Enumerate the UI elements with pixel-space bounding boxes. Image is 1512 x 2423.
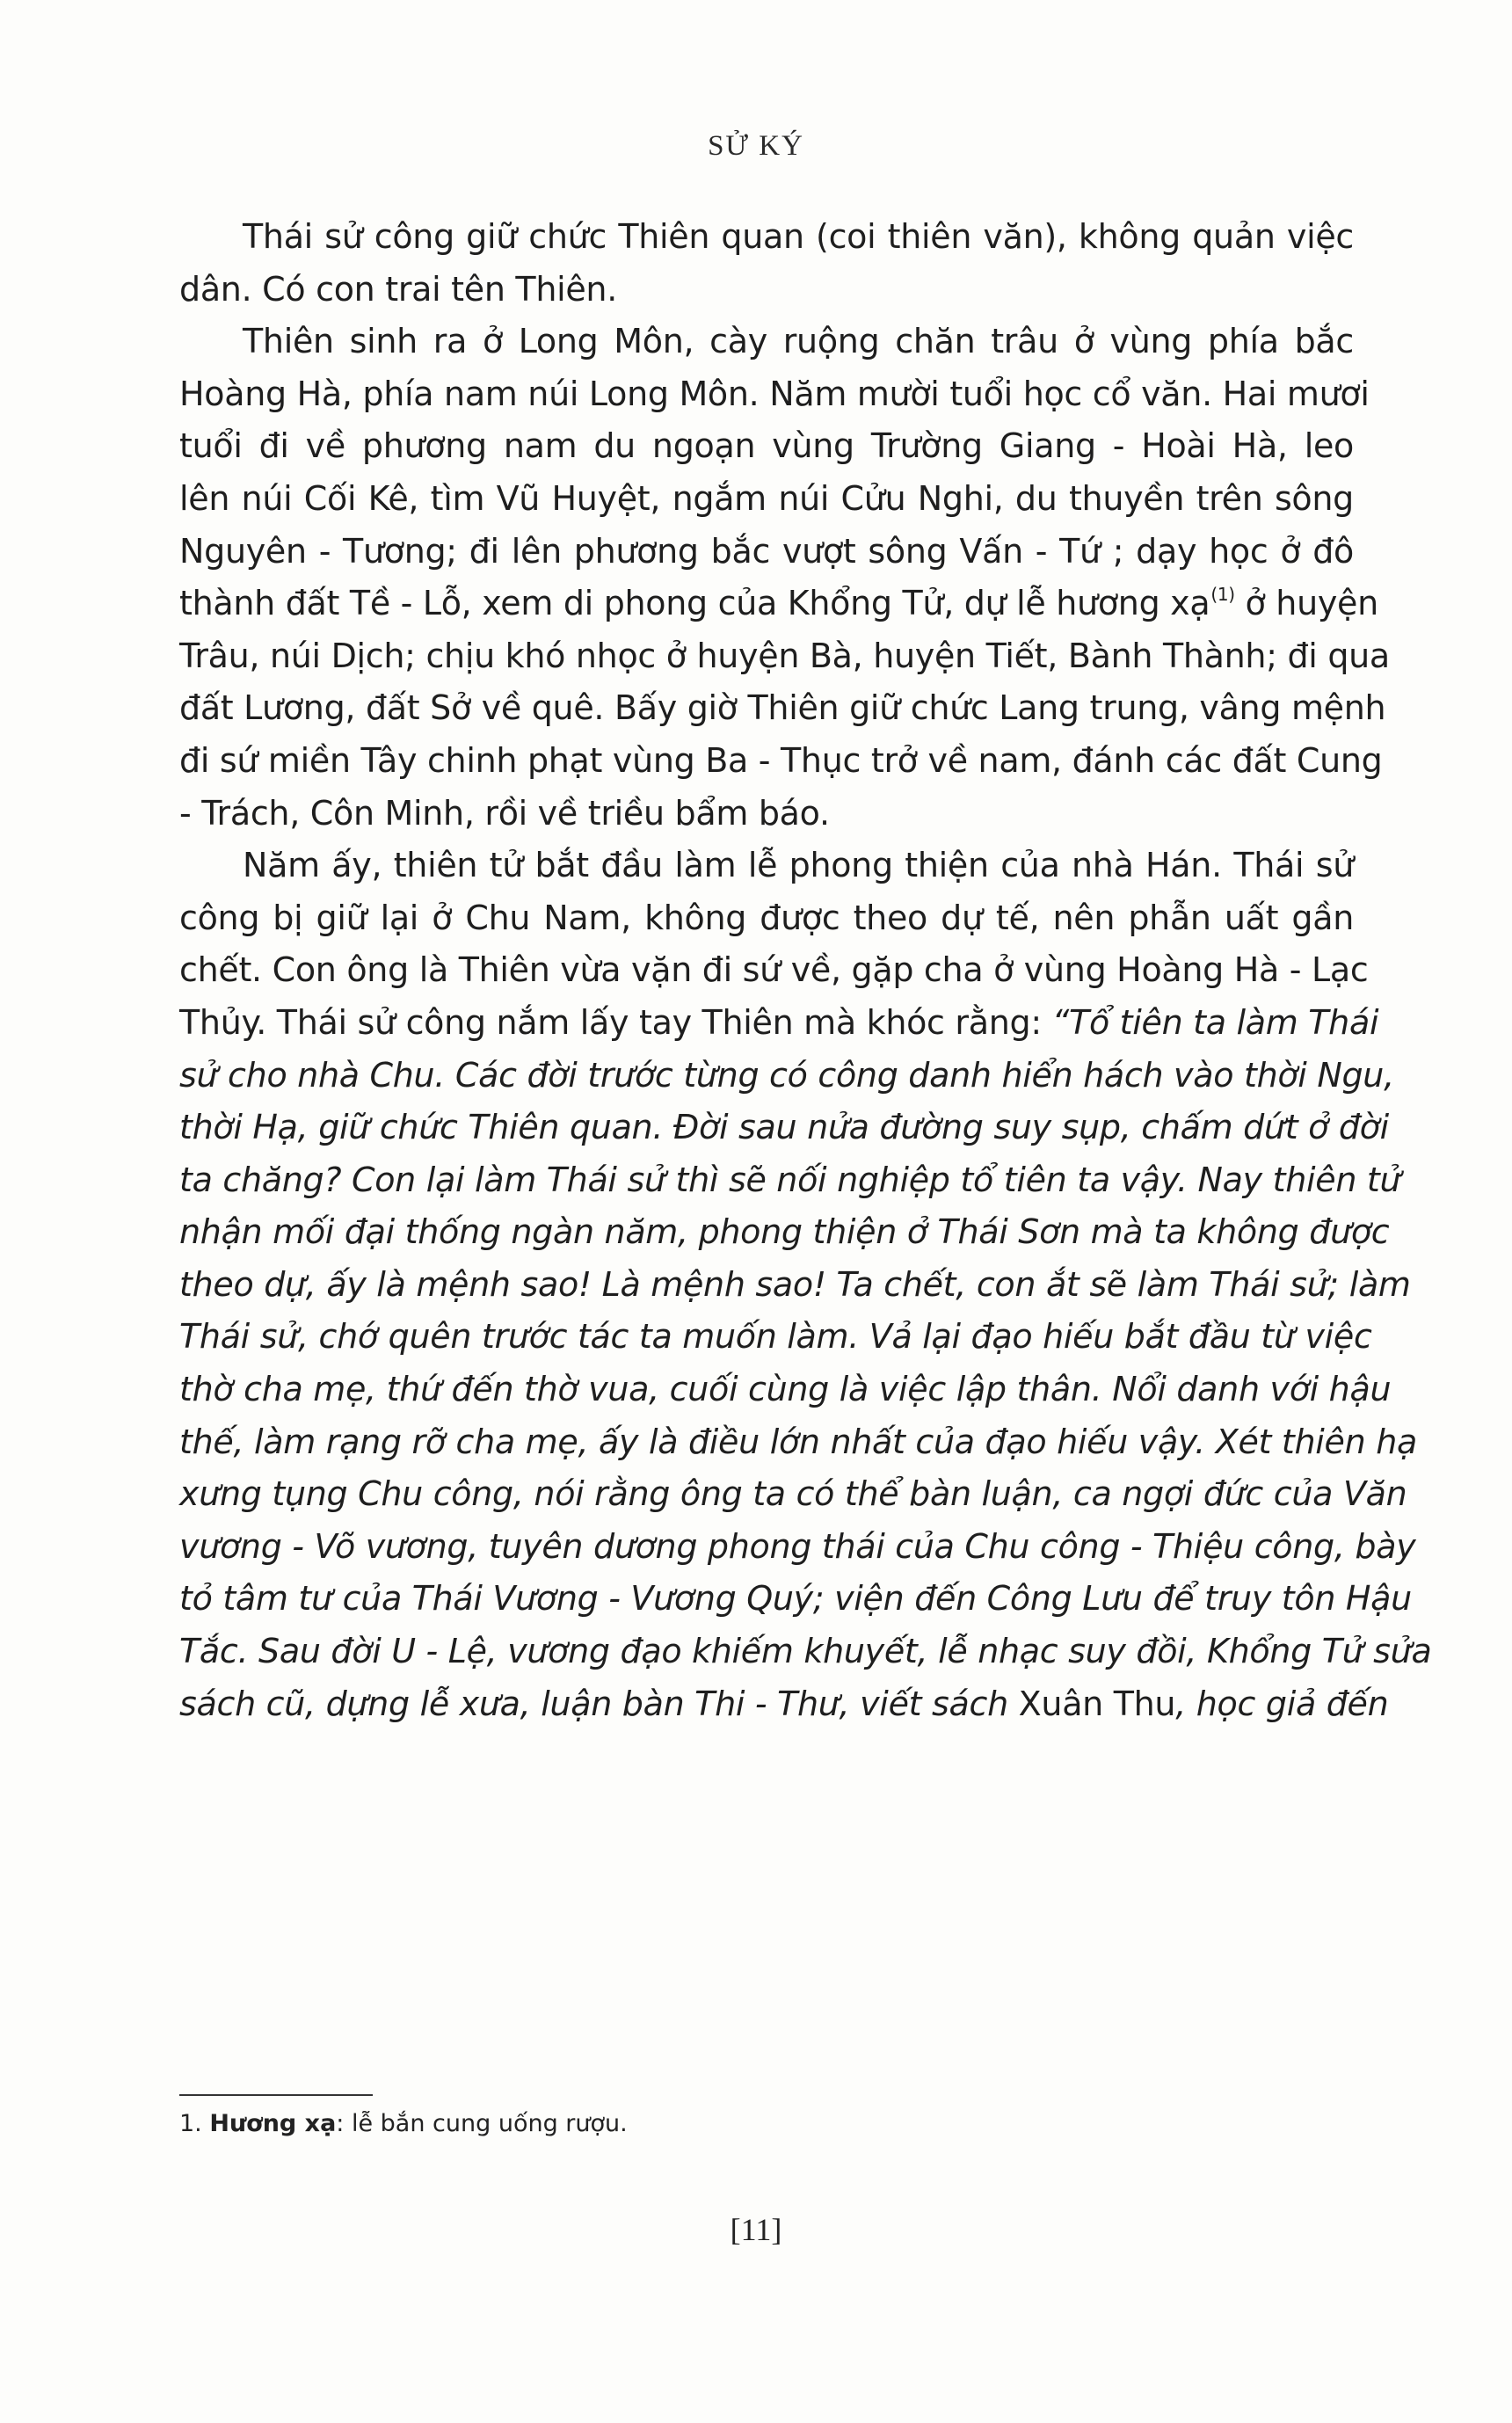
- text-line: đất Lương, đất Sở về quê. Bấy giờ Thiên giữ chức Lang trung, vâng mệnh: [179, 688, 1386, 728]
- paragraph-1: [179, 211, 1354, 316]
- quote-line: ta chăng? Con lại làm Thái sử thì sẽ nối nghiệp tổ tiên ta vậy. Nay thiên tử: [179, 1160, 1401, 1199]
- text-line: đi sứ miền Tây chinh phạt vùng Ba - Thục trở về nam, đánh các đất Cung: [179, 740, 1383, 780]
- text-line-with-quote-start: [179, 997, 1379, 1050]
- body-text: [179, 211, 1432, 1730]
- quote-line: sử cho nhà Chu. Các đời trước từng có công danh hiển hách vào thời Ngu,: [179, 1055, 1394, 1095]
- text-segment: ở huyện: [1234, 584, 1378, 623]
- text-segment: Thủy. Thái sử công nắm lấy tay Thiên mà khóc rằng:: [179, 1002, 1052, 1042]
- text-segment: thành đất Tề - Lỗ, xem di phong của Khổng Tử, dự lễ hương xạ: [179, 584, 1210, 623]
- footnote-reference[interactable]: (1): [1210, 584, 1235, 606]
- text-line: dân. Có con trai tên Thiên.: [179, 269, 617, 309]
- quote-line: tỏ tâm tư của Thái Vương - Vương Quý; viện đến Công Lưu để truy tôn Hậu: [179, 1579, 1412, 1619]
- page-number: [11]: [730, 2212, 782, 2247]
- paragraph-3: [179, 840, 1432, 1730]
- footnote-number: 1.: [179, 2110, 210, 2137]
- quote-line: xưng tụng Chu công, nói rằng ông ta có thể bàn luận, ca ngợi đức của Văn: [179, 1474, 1407, 1514]
- footnote-divider: [179, 2094, 373, 2096]
- quote-line: theo dự, ấy là mệnh sao! Là mệnh sao! Ta chết, con ắt sẽ làm Thái sử; làm: [179, 1264, 1411, 1304]
- text-line: lên núi Cối Kê, tìm Vũ Huyệt, ngắm núi Cửu Nghi, du thuyền trên sông: [179, 478, 1354, 518]
- quote-segment: sách cũ, dựng lễ xưa, luận bàn Thi - Thư, viết sách: [179, 1684, 1019, 1723]
- text-line: Nguyên - Tương; đi lên phương bắc vượt sông Vấn - Tứ ; dạy học ở đô: [179, 531, 1354, 571]
- text-line: - Trách, Côn Minh, rồi về triều bẩm báo.: [179, 793, 830, 833]
- footnote: [179, 2110, 628, 2137]
- quote-line: thờ cha mẹ, thứ đến thờ vua, cuối cùng là việc lập thân. Nổi danh với hậu: [179, 1370, 1392, 1409]
- text-line: chết. Con ông là Thiên vừa vặn đi sứ về, gặp cha ở vùng Hoàng Hà - Lạc: [179, 950, 1369, 990]
- text-line: Trâu, núi Dịch; chịu khó nhọc ở huyện Bà, huyện Tiết, Bành Thành; đi qua: [179, 636, 1390, 675]
- quote-line: thời Hạ, giữ chức Thiên quan. Đời sau nửa đường suy sụp, chấm dứt ở đời: [179, 1108, 1389, 1147]
- text-line-with-footnote: [179, 578, 1378, 630]
- text-line: Thiên sinh ra ở Long Môn, cày ruộng chăn trâu ở vùng phía bắc: [243, 322, 1354, 361]
- quote-line: Tắc. Sau đời U - Lệ, vương đạo khiếm khuyết, lễ nhạc suy đồi, Khổng Tử sửa: [179, 1632, 1432, 1671]
- paragraph-2: [179, 316, 1390, 840]
- text-line: công bị giữ lại ở Chu Nam, không được theo dự tế, nên phẫn uất gần: [179, 898, 1354, 937]
- quote-segment: “Tổ tiên ta làm Thái: [1051, 1002, 1379, 1042]
- quote-line: vương - Võ vương, tuyên dương phong thái của Chu công - Thiệu công, bày: [179, 1526, 1416, 1566]
- quote-line-with-book-title: [179, 1678, 1389, 1731]
- text-line: Hoàng Hà, phía nam núi Long Môn. Năm mười tuổi học cổ văn. Hai mươi: [179, 374, 1370, 413]
- text-line: Thái sử công giữ chức Thiên quan (coi thiên văn), không quản việc: [243, 217, 1354, 256]
- quote-line: nhận mối đại thống ngàn năm, phong thiện ở Thái Sơn mà ta không được: [179, 1212, 1390, 1252]
- quote-line: thế, làm rạng rỡ cha mẹ, ấy là điều lớn nhất của đạo hiếu vậy. Xét thiên hạ: [179, 1422, 1417, 1461]
- text-line: Năm ấy, thiên tử bắt đầu làm lễ phong thiện của nhà Hán. Thái sử: [243, 846, 1354, 885]
- quote-segment: , học giả đến: [1175, 1684, 1389, 1723]
- quote-line: Thái sử, chớ quên trước tác ta muốn làm. Vả lại đạo hiếu bắt đầu từ việc: [179, 1317, 1372, 1357]
- footnote-term: Hương xạ: [209, 2110, 337, 2137]
- running-head: SỬ KÝ: [708, 130, 804, 162]
- book-title: Xuân Thu: [1018, 1684, 1176, 1723]
- text-line: tuổi đi về phương nam du ngoạn vùng Trường Giang - Hoài Hà, leo: [179, 426, 1354, 466]
- footnote-text: : lễ bắn cung uống rượu.: [336, 2110, 628, 2137]
